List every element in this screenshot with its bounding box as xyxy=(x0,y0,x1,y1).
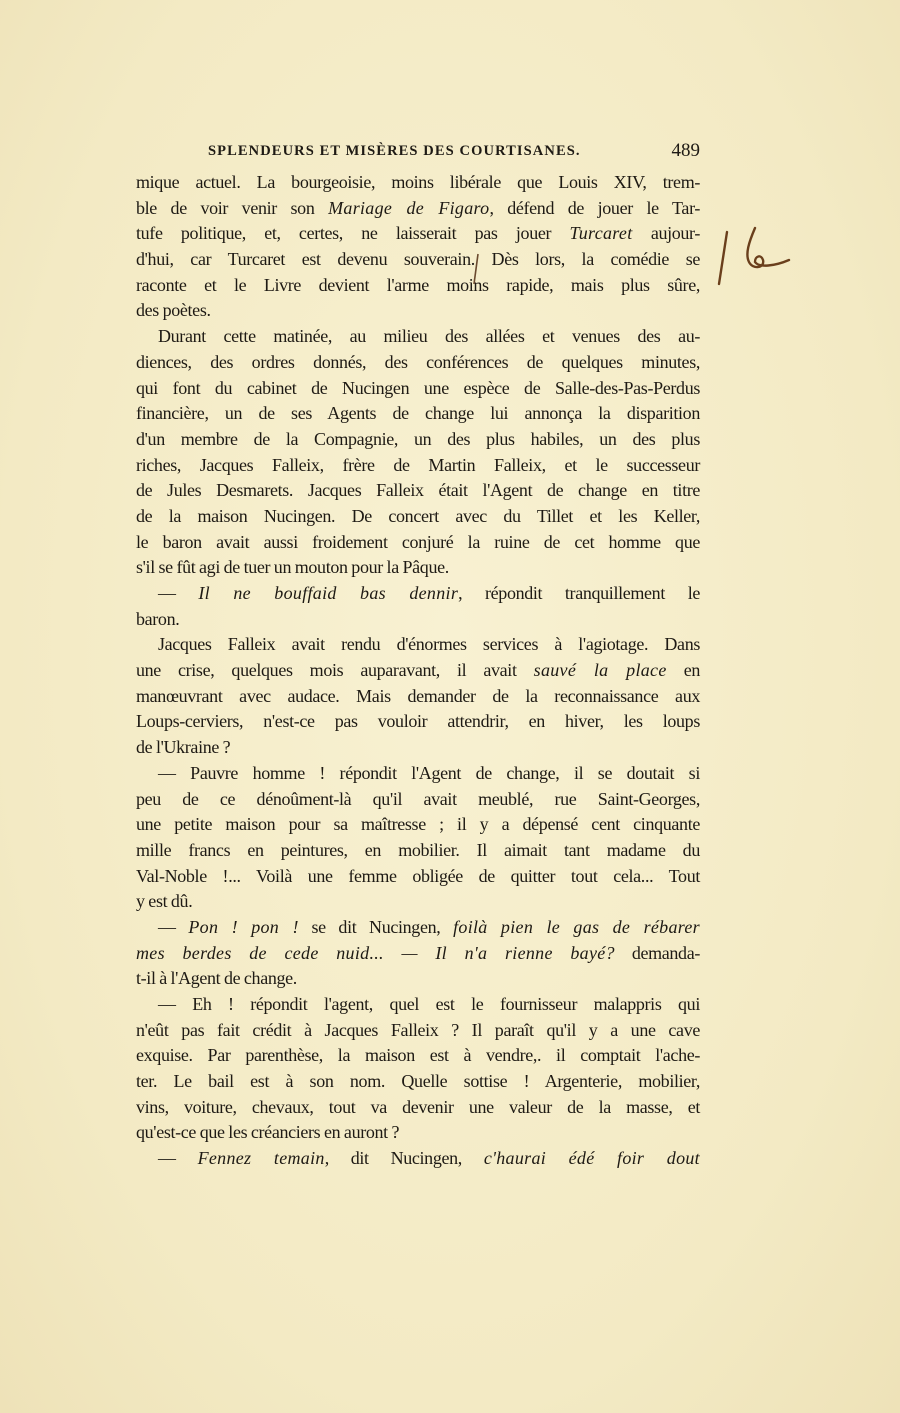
text-line xyxy=(136,273,700,299)
text-segment: d'hui, car Turcaret est devenu souverain. Dès lors, la comédie se xyxy=(136,249,700,270)
handwritten-margin-note xyxy=(715,222,795,292)
text-segment: vins, voiture, chevaux, tout va devenir une valeur de la masse, et xyxy=(136,1096,700,1117)
text-line xyxy=(136,1069,700,1095)
text-segment: ter. Le bail est à son nom. Quelle sottise ! Argenterie, mobilier, xyxy=(136,1071,700,1092)
text-line xyxy=(136,504,700,530)
text-line xyxy=(136,555,700,581)
text-segment: demanda- xyxy=(614,942,700,963)
text-line xyxy=(136,478,700,504)
text-segment: t-il à l'Agent de change. xyxy=(136,968,297,989)
text-segment: aujour- xyxy=(632,223,700,244)
italic-text: Turcaret xyxy=(569,223,633,244)
paragraph xyxy=(136,1146,700,1172)
text-line xyxy=(136,1120,700,1146)
text-segment: qu'est-ce que les créanciers en auront ? xyxy=(136,1122,400,1143)
text-segment: des poètes. xyxy=(136,300,211,321)
text-segment: de l'Ukraine ? xyxy=(136,737,231,758)
running-title: SPLENDEURS ET MISÈRES DES COURTISANES. xyxy=(208,143,581,159)
pencil-mark xyxy=(470,252,482,286)
text-segment: — Eh ! répondit l'agent, quel est le fournisseur malappris qui xyxy=(158,994,700,1014)
text-segment: baron. xyxy=(136,608,180,629)
text-line xyxy=(136,581,700,607)
page-header xyxy=(136,140,700,164)
text-line xyxy=(136,941,700,967)
text-segment: — Pauvre homme ! répondit l'Agent de change, il se doutait si xyxy=(158,762,700,783)
text-segment: diences, des ordres donnés, des conférences de quelques minutes, xyxy=(136,351,700,372)
text-line xyxy=(136,401,700,427)
text-line xyxy=(136,607,700,633)
text-segment: Jacques Falleix avait rendu d'énormes services à l'agiotage. Dans xyxy=(158,634,700,655)
text-segment: raconte et le Livre devient l'arme moins rapide, mais plus sûre, xyxy=(136,274,700,295)
italic-text: foilà pien le gas de rébarer xyxy=(453,916,700,937)
text-segment: se dit Nucingen, xyxy=(298,916,454,937)
text-line xyxy=(136,170,700,196)
text-segment: qui font du cabinet de Nucingen une espèce de Salle-des-Pas-Perdus xyxy=(136,377,700,398)
text-line xyxy=(136,324,700,350)
italic-text: Il ne bouffaid bas dennir xyxy=(198,583,459,603)
text-line xyxy=(136,453,700,479)
text-line xyxy=(136,298,700,324)
text-segment: mique actuel. La bourgeoisie, moins libérale que Louis XIV, trem- xyxy=(136,172,700,192)
italic-text: Fennez temain xyxy=(197,1148,325,1169)
italic-text: mes berdes de cede nuid... — Il n'a rienne bayé? xyxy=(136,942,615,963)
text-segment: Val-Noble !... Voilà une femme obligée de quitter tout cela... Tout xyxy=(136,865,700,886)
text-line xyxy=(136,196,700,222)
page-number: 489 xyxy=(671,140,700,161)
paragraph xyxy=(136,632,700,760)
text-line xyxy=(136,864,700,890)
text-segment: le baron avait aussi froidement conjuré la ruine de cet homme que xyxy=(136,531,700,552)
text-segment: — xyxy=(158,583,199,603)
text-line xyxy=(136,1018,700,1044)
paragraph xyxy=(136,761,700,915)
text-line xyxy=(136,427,700,453)
text-line xyxy=(136,1043,700,1069)
text-line xyxy=(136,684,700,710)
text-segment: financière, un de ses Agents de change lui annonça la disparition xyxy=(136,403,700,424)
paragraph xyxy=(136,992,700,1146)
text-line xyxy=(136,376,700,402)
text-segment: n'eût pas fait crédit à Jacques Falleix ? Il paraît qu'il y a une cave xyxy=(136,1019,700,1040)
text-line xyxy=(136,350,700,376)
text-line xyxy=(136,838,700,864)
text-segment: Durant cette matinée, au milieu des allées et venues des au- xyxy=(158,326,700,347)
text-line xyxy=(136,658,700,684)
text-segment: mille francs en peintures, en mobilier. Il aimait tant madame du xyxy=(136,839,700,860)
text-segment: une crise, quelques mois auparavant, il avait xyxy=(136,660,534,681)
text-segment: Loups-cerviers, n'est-ce pas vouloir attendrir, en hiver, les loups xyxy=(136,711,700,732)
body-text xyxy=(136,170,700,1172)
text-segment: une petite maison pour sa maîtresse ; il y a dépensé cent cinquante xyxy=(136,814,700,835)
text-segment: , défend de jouer le Tar- xyxy=(489,197,701,218)
paragraph xyxy=(136,170,700,324)
text-line xyxy=(136,992,700,1018)
text-segment: s'il se fût agi de tuer un mouton pour la Pâque. xyxy=(136,557,449,578)
text-segment: , dit Nucingen, xyxy=(324,1148,484,1169)
italic-text: Mariage de Figaro xyxy=(328,197,490,218)
italic-text: c'haurai édé foir dout xyxy=(483,1148,700,1169)
text-segment: en xyxy=(666,660,700,681)
paragraph xyxy=(136,324,700,581)
text-line xyxy=(136,787,700,813)
text-line xyxy=(136,761,700,787)
text-segment: y est dû. xyxy=(136,891,193,912)
paragraph xyxy=(136,581,700,632)
italic-text: sauvé la place xyxy=(533,660,667,681)
italic-text: Pon ! pon ! xyxy=(188,916,299,937)
text-segment: peu de ce dénoûment-là qu'il avait meublé, rue Saint-Georges, xyxy=(136,788,700,809)
text-line xyxy=(136,1146,700,1172)
text-line xyxy=(136,221,700,247)
text-segment: de Jules Desmarets. Jacques Falleix était l'Agent de change en titre xyxy=(136,480,700,501)
paragraph xyxy=(136,915,700,992)
text-segment: manœuvrant avec audace. Mais demander de la reconnaissance aux xyxy=(136,685,700,706)
text-segment: tufe politique, et, certes, ne laisserait pas jouer xyxy=(136,223,570,244)
text-segment: ble de voir venir son xyxy=(136,197,329,218)
text-segment: — xyxy=(158,916,189,937)
text-segment: exquise. Par parenthèse, la maison est à vendre,. il comptait l'ache- xyxy=(136,1045,700,1066)
text-line xyxy=(136,247,700,273)
text-segment: de la maison Nucingen. De concert avec du Tillet et les Keller, xyxy=(136,505,700,526)
text-segment: d'un membre de la Compagnie, un des plus habiles, un des plus xyxy=(136,428,700,449)
text-line xyxy=(136,1095,700,1121)
text-segment: , répondit tranquillement le xyxy=(458,583,700,603)
text-line xyxy=(136,915,700,941)
text-line xyxy=(136,735,700,761)
text-segment: — xyxy=(158,1148,198,1169)
text-line xyxy=(136,632,700,658)
text-segment: riches, Jacques Falleix, frère de Martin Falleix, et le successeur xyxy=(136,454,700,475)
text-line xyxy=(136,966,700,992)
text-line xyxy=(136,889,700,915)
text-line xyxy=(136,530,700,556)
text-line xyxy=(136,812,700,838)
text-line xyxy=(136,709,700,735)
